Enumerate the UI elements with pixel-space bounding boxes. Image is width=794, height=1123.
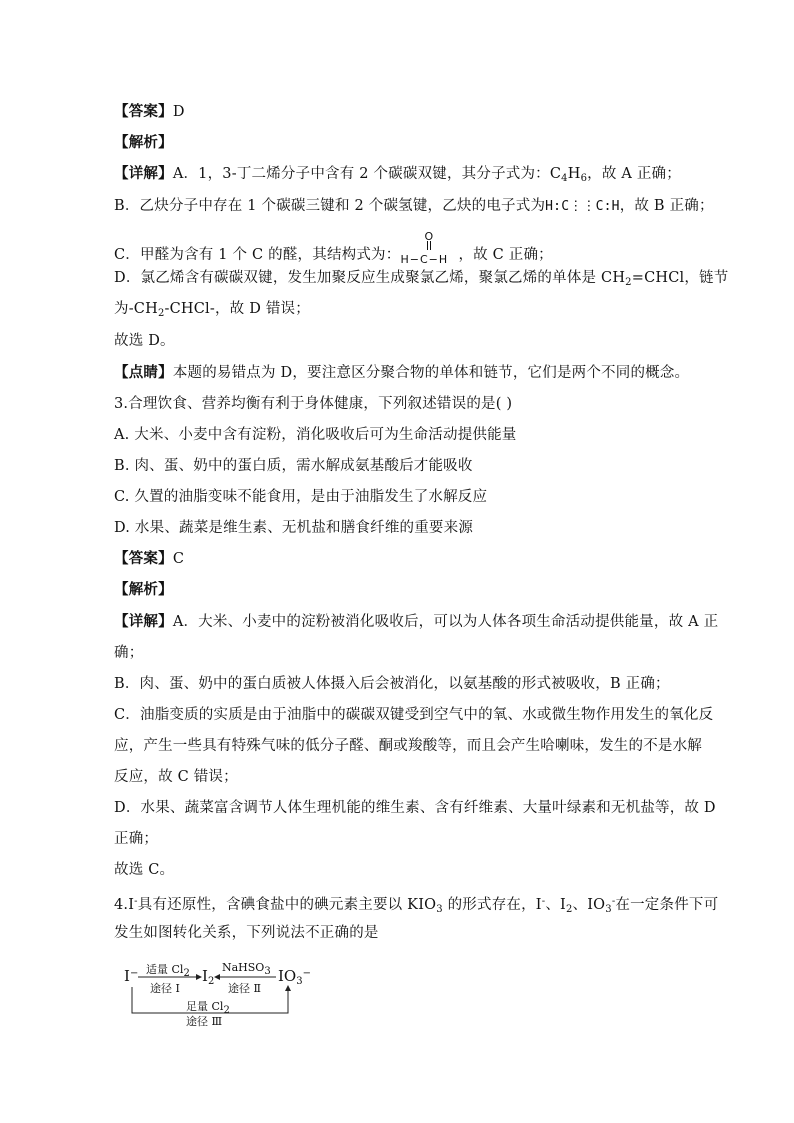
q2-detail-b [114, 196, 714, 217]
detail-a-text-cont: 确； [114, 645, 144, 661]
path1-bottom-label: 途径 Ⅰ [150, 982, 180, 995]
conclusion-text: 故选 C。 [114, 862, 175, 878]
formula-text: H [567, 166, 581, 182]
q3-analysis-line [114, 580, 688, 600]
q3-detail-b [114, 674, 688, 694]
reagent-label: NaHSO [222, 961, 265, 974]
analysis-tag: 【解析】 [114, 134, 173, 151]
reagent-label: 适量 Cl [146, 963, 184, 976]
q2-conclusion [114, 331, 688, 351]
superscript: − [302, 968, 311, 979]
detail-b-text: B．肉、蛋、奶中的蛋白质被人体摄入后会被消化，以氨基酸的形式被吸收，B 正确； [114, 676, 670, 692]
detail-d-text-cont: 正确； [114, 831, 159, 847]
q3-option-a [114, 425, 688, 445]
answer-tag: 【答案】 [114, 103, 173, 120]
detail-c-text-end: 反应，故 C 错误； [114, 769, 238, 785]
superscript: - [134, 896, 138, 907]
subscript: 3 [264, 966, 271, 977]
stem-text: 在一定条件下可 [615, 897, 719, 913]
q3-detail-d-line1 [114, 798, 716, 818]
formaldehyde-structure [400, 230, 458, 267]
species-iodide [124, 967, 138, 985]
path3-bottom-label: 途径 Ⅲ [186, 1015, 223, 1028]
subscript: 2 [183, 968, 190, 979]
species-iodate [278, 967, 311, 987]
subscript: 3 [436, 904, 443, 915]
subscript: 3 [605, 904, 612, 915]
path2-bottom-label: 途径 Ⅱ [228, 982, 261, 995]
detail-d-line2-end: -CHCl-，故 D 错误； [164, 301, 310, 317]
reagent-label: 足量 Cl [186, 1000, 224, 1013]
q3-stem [114, 394, 688, 414]
option-c: C. 久置的油脂变味不能食用，是由于油脂发生了水解反应 [114, 489, 488, 505]
q3-detail-a-line2 [114, 643, 688, 663]
iodine-conversion-diagram [124, 955, 314, 1028]
detail-c-text: C．油脂变质的实质是由于油脂中的碳碳双键受到空气中的氧、水或微生物作用发生的氧化反 [114, 707, 714, 723]
q2-detail-c [114, 230, 688, 267]
q2-detail-d-line2 [114, 299, 688, 324]
detail-b-text: B．乙炔分子中存在 1 个碳碳三键和 2 个碳氢键，乙炔的电子式为 [114, 198, 546, 214]
answer-value: D [172, 104, 185, 120]
acetylene-electron-formula: H:C⋮⋮C:H [545, 199, 620, 214]
detail-a-text: A．1，3-丁二烯分子中含有 2 个碳碳双键，其分子式为：C [172, 166, 562, 182]
detail-a-text: A．大米、小麦中的淀粉被消化吸收后，可以为人体各项生命活动提供能量，故 A 正 [172, 614, 719, 630]
superscript: − [129, 968, 139, 979]
q2-detail-d-line1 [114, 268, 729, 293]
stem-text: 、I [545, 897, 566, 913]
stem-text: 发生如图转化关系，下列说法不正确的是 [114, 925, 379, 941]
hch-row: H−C−H [400, 253, 449, 266]
stem-text: 具有还原性，含碘食盐中的碘元素主要以 KIO [137, 897, 437, 913]
subscript: 6 [580, 173, 588, 184]
q3-option-b [114, 456, 688, 476]
species-label: I [202, 967, 208, 985]
detail-d-line2-text: 为-CH [114, 301, 158, 317]
subscript: 2 [625, 277, 632, 288]
path1-top-label [146, 961, 190, 979]
stem-text: 的形式存在，I [442, 897, 542, 913]
double-bond [427, 241, 431, 250]
q2-tip [114, 363, 688, 383]
tip-tag: 【点睛】 [114, 364, 173, 381]
q3-option-c [114, 487, 688, 507]
superscript: - [611, 896, 616, 907]
species-iodine [202, 967, 214, 987]
conclusion-text: 故选 D。 [114, 333, 175, 349]
q4-stem-line1 [114, 892, 719, 920]
stem-text: 4.I [114, 897, 135, 913]
subscript: 2 [565, 904, 573, 915]
path2-top-label [222, 961, 271, 977]
q3-detail-d-line2 [114, 829, 688, 849]
subscript: 3 [296, 976, 303, 987]
q3-detail-a-line1 [114, 612, 719, 632]
detail-tag: 【详解】 [114, 613, 173, 630]
species-label: I [124, 967, 130, 985]
option-b: B. 肉、蛋、奶中的蛋白质，需水解成氨基酸后才能吸收 [114, 458, 473, 474]
q3-detail-c-line2 [114, 736, 702, 756]
detail-c-end: ，故 C 正确； [458, 247, 553, 263]
stem-text: 、IO [572, 897, 606, 913]
path2-arrowhead [214, 974, 220, 980]
subscript: 4 [561, 173, 568, 184]
question-stem: 3.合理饮食、营养均衡有利于身体健康，下列叙述错误的是( ) [114, 396, 513, 412]
subscript: 2 [223, 1005, 230, 1016]
q3-answer-line [114, 549, 688, 569]
q3-detail-c-line3 [114, 767, 688, 787]
superscript: - [541, 896, 546, 907]
tip-text: 本题的易错点为 D，要注意区分聚合物的单体和链节，它们是两个不同的概念。 [172, 365, 690, 381]
detail-d-text: D．氯乙烯含有碳碳双键，发生加聚反应生成聚氯乙烯，聚氯乙烯的单体是 CH [114, 270, 626, 286]
subscript: 2 [207, 976, 215, 987]
detail-d-text: D．水果、蔬菜富含调节人体生理机能的维生素、含有纤维素、大量叶绿素和无机盐等，故 D [114, 800, 716, 816]
q4-stem-line2 [114, 923, 688, 943]
q2-answer-line [114, 102, 688, 122]
answer-tag: 【答案】 [114, 550, 173, 567]
oxygen-atom: O [424, 230, 434, 243]
detail-c-text: C．甲醛为含有 1 个 C 的醛，其结构式为： [114, 247, 401, 263]
detail-a-end: ，故 A 正确； [587, 166, 681, 182]
q3-option-d [114, 518, 688, 538]
answer-value: C [172, 551, 185, 567]
detail-b-end: ，故 B 正确； [619, 198, 714, 214]
detail-d-text-end: =CHCl，链节 [631, 270, 729, 286]
q3-conclusion [114, 860, 688, 880]
detail-c-text-cont: 应，产生一些具有特殊气味的低分子醛、酮或羧酸等，而且会产生哈喇味，发生的不是水解 [114, 738, 702, 754]
analysis-tag: 【解析】 [114, 581, 173, 598]
q2-detail-a [114, 164, 688, 189]
q2-analysis-line [114, 133, 688, 153]
option-a: A. 大米、小麦中含有淀粉，消化吸收后可为生命活动提供能量 [114, 427, 517, 443]
detail-tag: 【详解】 [114, 165, 173, 182]
option-d: D. 水果、蔬菜是维生素、无机盐和膳食纤维的重要来源 [114, 520, 474, 536]
q3-detail-c-line1 [114, 705, 714, 725]
species-label: IO [278, 967, 297, 985]
subscript: 2 [157, 308, 165, 319]
